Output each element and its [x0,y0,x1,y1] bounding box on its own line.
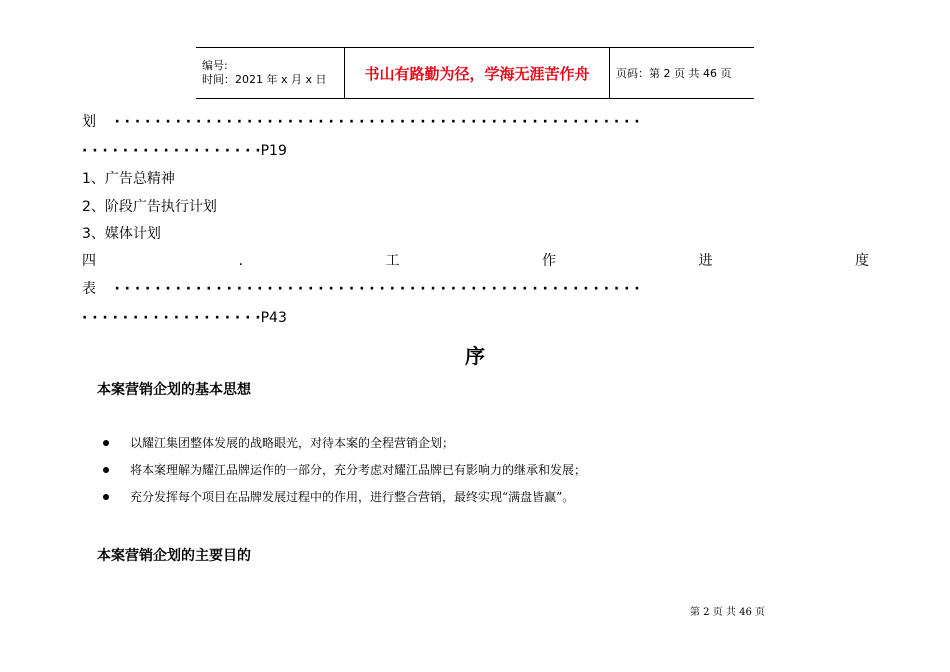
toc-section-char: 作 [541,253,556,269]
toc-line-4 [82,309,287,327]
toc-line-1 [82,113,640,131]
bullet-icon [103,467,109,473]
bullet-icon [103,494,109,500]
bullet-icon [103,440,109,446]
section-heading: 本案营销企划的主要目的 [97,548,251,564]
toc-section-char: 工 [385,253,400,269]
toc-section-char: 四 [82,253,96,269]
list-item [103,457,586,484]
toc-item: 2、阶段广告执行计划 [82,199,217,215]
toc-line3-prefix: 表 [82,281,96,297]
toc-line-3 [82,280,640,298]
header-meta [196,48,345,98]
page-footer: 第 2 页 共 46 页 [690,607,765,618]
toc-leader-dots: · · · · · · · · · · · · · · · · · · [82,143,261,159]
code-label: 编号: [202,59,228,72]
list-item [103,430,586,457]
toc-section-char: 进 [698,253,713,269]
page-header [196,47,754,99]
toc-section-char: . [238,253,243,269]
list-item-text: 以耀江集团整体发展的战略眼光，对待本案的全程营销企划； [130,436,455,450]
toc-item: 3、媒体计划 [82,226,161,242]
toc-line1-prefix: 划 [82,114,96,130]
toc-line-2 [82,142,287,160]
toc-page-number: P43 [260,310,287,326]
toc-leader-dots: · · · · · · · · · · · · · · · · · · · · · · · · · · · · · · · · · · · · · · · · · · · · · · · · · · · · [114,114,640,130]
toc-section-char: 度 [854,253,869,269]
list-item-text: 将本案理解为耀江品牌运作的一部分，充分考虑对耀江品牌已有影响力的继承和发展； [130,463,587,477]
list-item [103,484,586,511]
toc-section-4 [82,252,869,270]
preface-title: 序 [465,344,485,368]
list-item-text: 充分发挥每个项目在品牌发展过程中的作用，进行整合营销，最终实现“满盘皆赢”。 [130,490,575,504]
toc-leader-dots: · · · · · · · · · · · · · · · · · · · · · · · · · · · · · · · · · · · · · · · · · · · · · · · · · · · · [114,281,640,297]
toc-item: 1、广告总精神 [82,171,175,187]
header-motto: 书山有路勤为径，学海无涯苦作舟 [345,48,610,98]
section-heading: 本案营销企划的基本思想 [97,382,251,398]
toc-page-number: P19 [260,143,287,159]
toc-leader-dots: · · · · · · · · · · · · · · · · · · [82,310,261,326]
header-page-info: 页码：第 2 页 共 46 页 [616,67,732,80]
bullet-list [103,430,586,511]
time-label: 时间：2021 年 x 月 x 日 [202,73,327,86]
